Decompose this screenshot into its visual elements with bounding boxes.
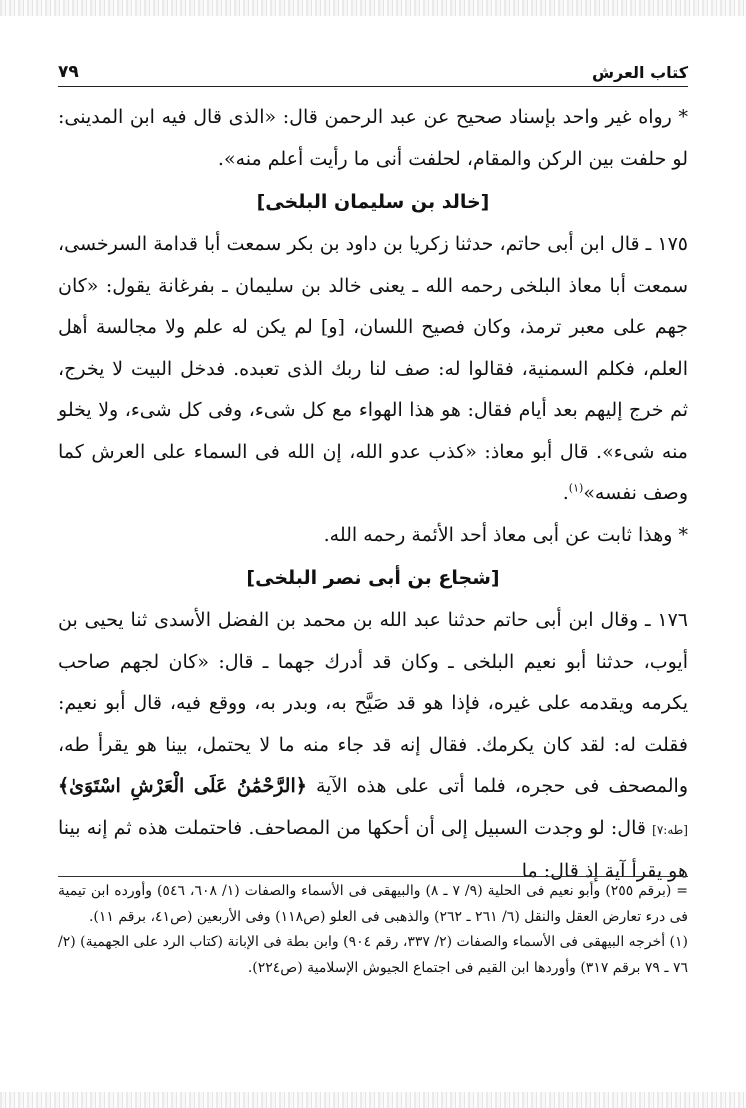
section-heading-shuja: [شجاع بن أبى نصر البلخى] bbox=[246, 567, 500, 589]
footnote-continuation: = (برقم ٢٥٥) وأبو نعيم فى الحلية (٩/ ٧ ـ ٨) والبيهقى فى الأسماء والصفات (١/ ٦٠٨، ٥٤٦) وأورده ابن تيمية فى درء تعارض العقل والنقل (٦/ ٢٦١ ـ ٢٦٢) والذهبى فى العلو (ص١١٨) وفى الأربعين (ص٤١، برقم ١١). bbox=[58, 883, 688, 925]
running-header bbox=[58, 52, 688, 87]
quran-reference: [طه:٧] bbox=[652, 822, 688, 837]
footnotes bbox=[58, 876, 688, 981]
paragraph-175 bbox=[58, 224, 688, 515]
page bbox=[58, 52, 688, 893]
section-heading-khalid: [خالد بن سليمان البلخى] bbox=[256, 191, 490, 213]
paragraph-175-text: ١٧٥ ـ قال ابن أبى حاتم، حدثنا زكريا بن داود بن بكر سمعت أبا قدامة السرخسى، سمعت أبا معاذ البلخى رحمه الله ـ يعنى خالد بن سليمان ـ بفرغانة يقول: «كان جهم على معبر ترمذ، وكان فصيح اللسان، [و] لم يكن له علم ولا مجالسة أهل العلم، فكلم السمنية، فقالوا له: صف لنا ربك الذى تعبده. فدخل البيت لا يخرج، ثم خرج إليهم بعد أيام فقال: هو هذا الهواء مع كل شىء، وفى كل شىء، ولا يخلو منه شىء». قال أبو معاذ: «كذب عدو الله، إن الله فى السماء على العرش كما وصف نفسه» bbox=[58, 233, 688, 504]
paragraph-3: * وهذا ثابت عن أبى معاذ أحد الأئمة رحمه الله. bbox=[323, 523, 688, 546]
paragraph-175-end: . bbox=[562, 482, 569, 504]
book-title: كتاب العرش bbox=[591, 63, 688, 82]
scan-border-bottom bbox=[0, 1092, 746, 1108]
paragraph-176 bbox=[58, 600, 688, 893]
paragraph-1: * رواه غير واحد بإسناد صحيح عن عبد الرحمن قال: «الذى قال فيه ابن المدينى: لو حلفت بين الركن والمقام، لحلفت أنى ما رأيت أعلم منه». bbox=[58, 106, 688, 170]
footnote-1: (١) أخرجه البيهقى فى الأسماء والصفات (٢/ ٣٣٧، رقم ٩٠٤) وابن بطة فى الإبانة (كتاب الرد على الجهمية) (٢/ ٧٦ ـ ٧٩ برقم ٣١٧) وأوردها ابن القيم فى اجتماع الجيوش الإسلامية (ص٢٢٤). bbox=[57, 934, 688, 976]
quran-verse: ﴿الرَّحْمَٰنُ عَلَى الْعَرْشِ اسْتَوَىٰ﴾ bbox=[58, 775, 307, 797]
paragraph-176-text: ١٧٦ ـ وقال ابن أبى حاتم حدثنا عبد الله بن محمد بن الفضل الأسدى ثنا يحيى بن أيوب، حدثنا أبو نعيم البلخى ـ وكان قد أدرك جهما ـ قال: «كان لجهم صاحب يكرمه ويقدمه على غيره، فإذا هو قد صَيَّح به، وبدر به، ووقع فيه، قال أبو نعيم: فقلت له: لقد كان يكرمك. فقال إنه قد جاء منه ما لا يحتمل، بينا هو يقرأ طه، والمصحف فى حجره، فلما أتى على هذه الآية bbox=[58, 609, 688, 797]
page-number: ٧٩ bbox=[58, 62, 79, 82]
scan-border-top bbox=[0, 0, 746, 16]
paragraph-176-end: قال: لو وجدت السبيل إلى أن أحكها من المصاحف. فاحتملت هذه ثم إنه بينا هو يقرأ آية إذ قال: ما bbox=[58, 816, 688, 882]
main-text bbox=[58, 97, 688, 893]
footnote-ref-1[interactable]: (١) bbox=[568, 481, 584, 495]
